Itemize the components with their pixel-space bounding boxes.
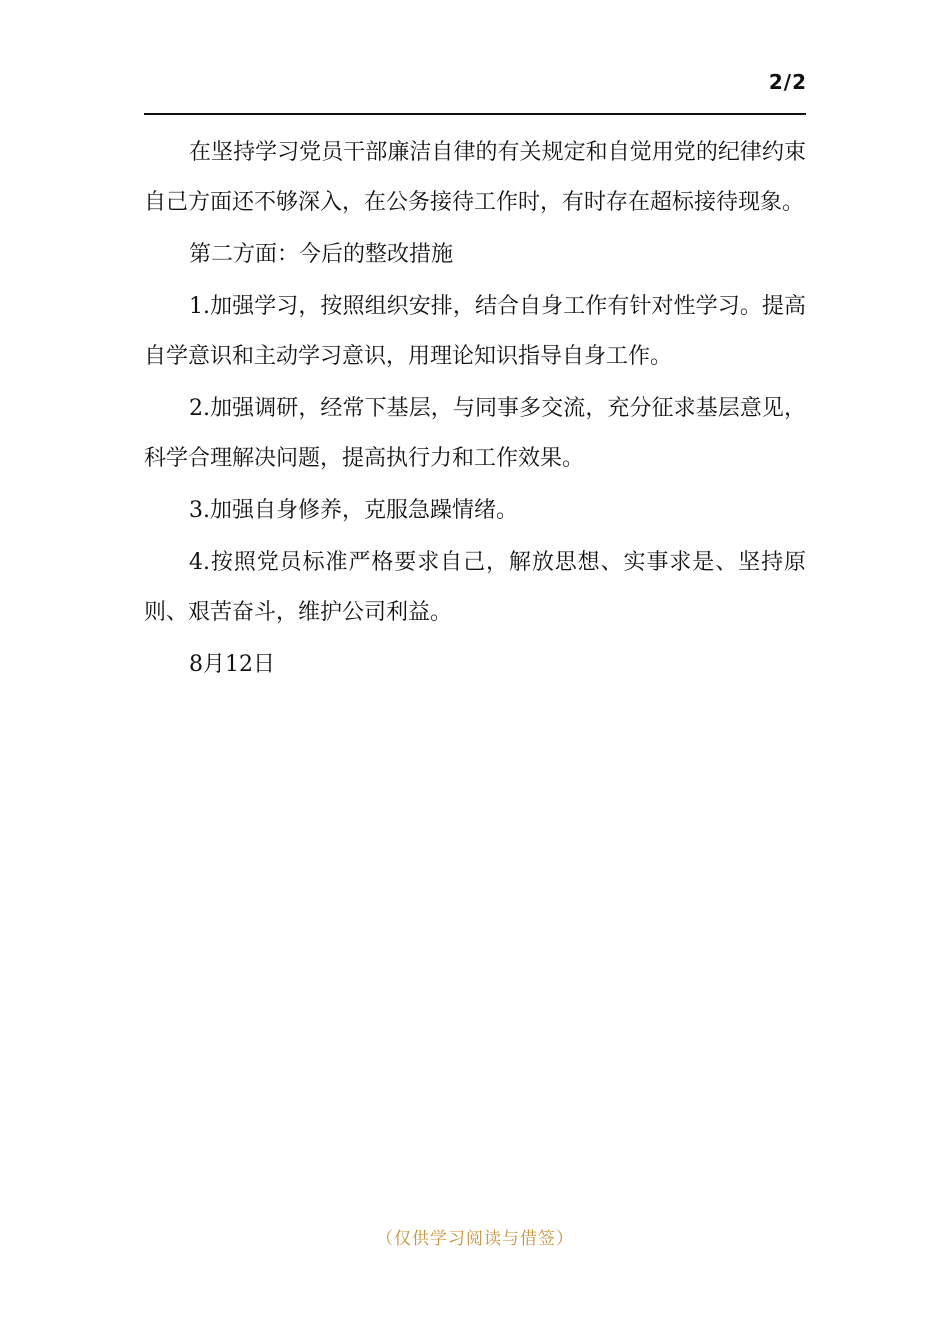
footer-disclaimer: （仅供学习阅读与借签） bbox=[376, 1229, 574, 1249]
page-number: 2/2 bbox=[768, 70, 807, 94]
list-item-study: 1.加强学习，按照组织安排，结合自身工作有针对性学习。提高自学意识和主动学习意识，用理论知识指导自身工作。 bbox=[144, 294, 806, 369]
list-item-research: 2.加强调研，经常下基层，与同事多交流，充分征求基层意见，科学合理解决问题，提高执行力和工作效果。 bbox=[144, 396, 806, 471]
document-date: 8月12日 bbox=[189, 652, 275, 677]
list-item-self-cultivation: 3.加强自身修养，克服急躁情绪。 bbox=[189, 498, 518, 523]
paragraph-discipline-shortcoming: 在坚持学习党员干部廉洁自律的有关规定和自觉用党的纪律约束自己方面还不够深入，在公务接待工作时，有时存在超标接待现象。 bbox=[144, 140, 806, 215]
document-body bbox=[144, 128, 806, 692]
section-heading-rectification: 第二方面：今后的整改措施 bbox=[189, 242, 454, 267]
header-divider bbox=[144, 113, 806, 115]
list-item-party-standards: 4.按照党员标准严格要求自己，解放思想、实事求是、坚持原则、艰苦奋斗，维护公司利益。 bbox=[144, 550, 806, 625]
